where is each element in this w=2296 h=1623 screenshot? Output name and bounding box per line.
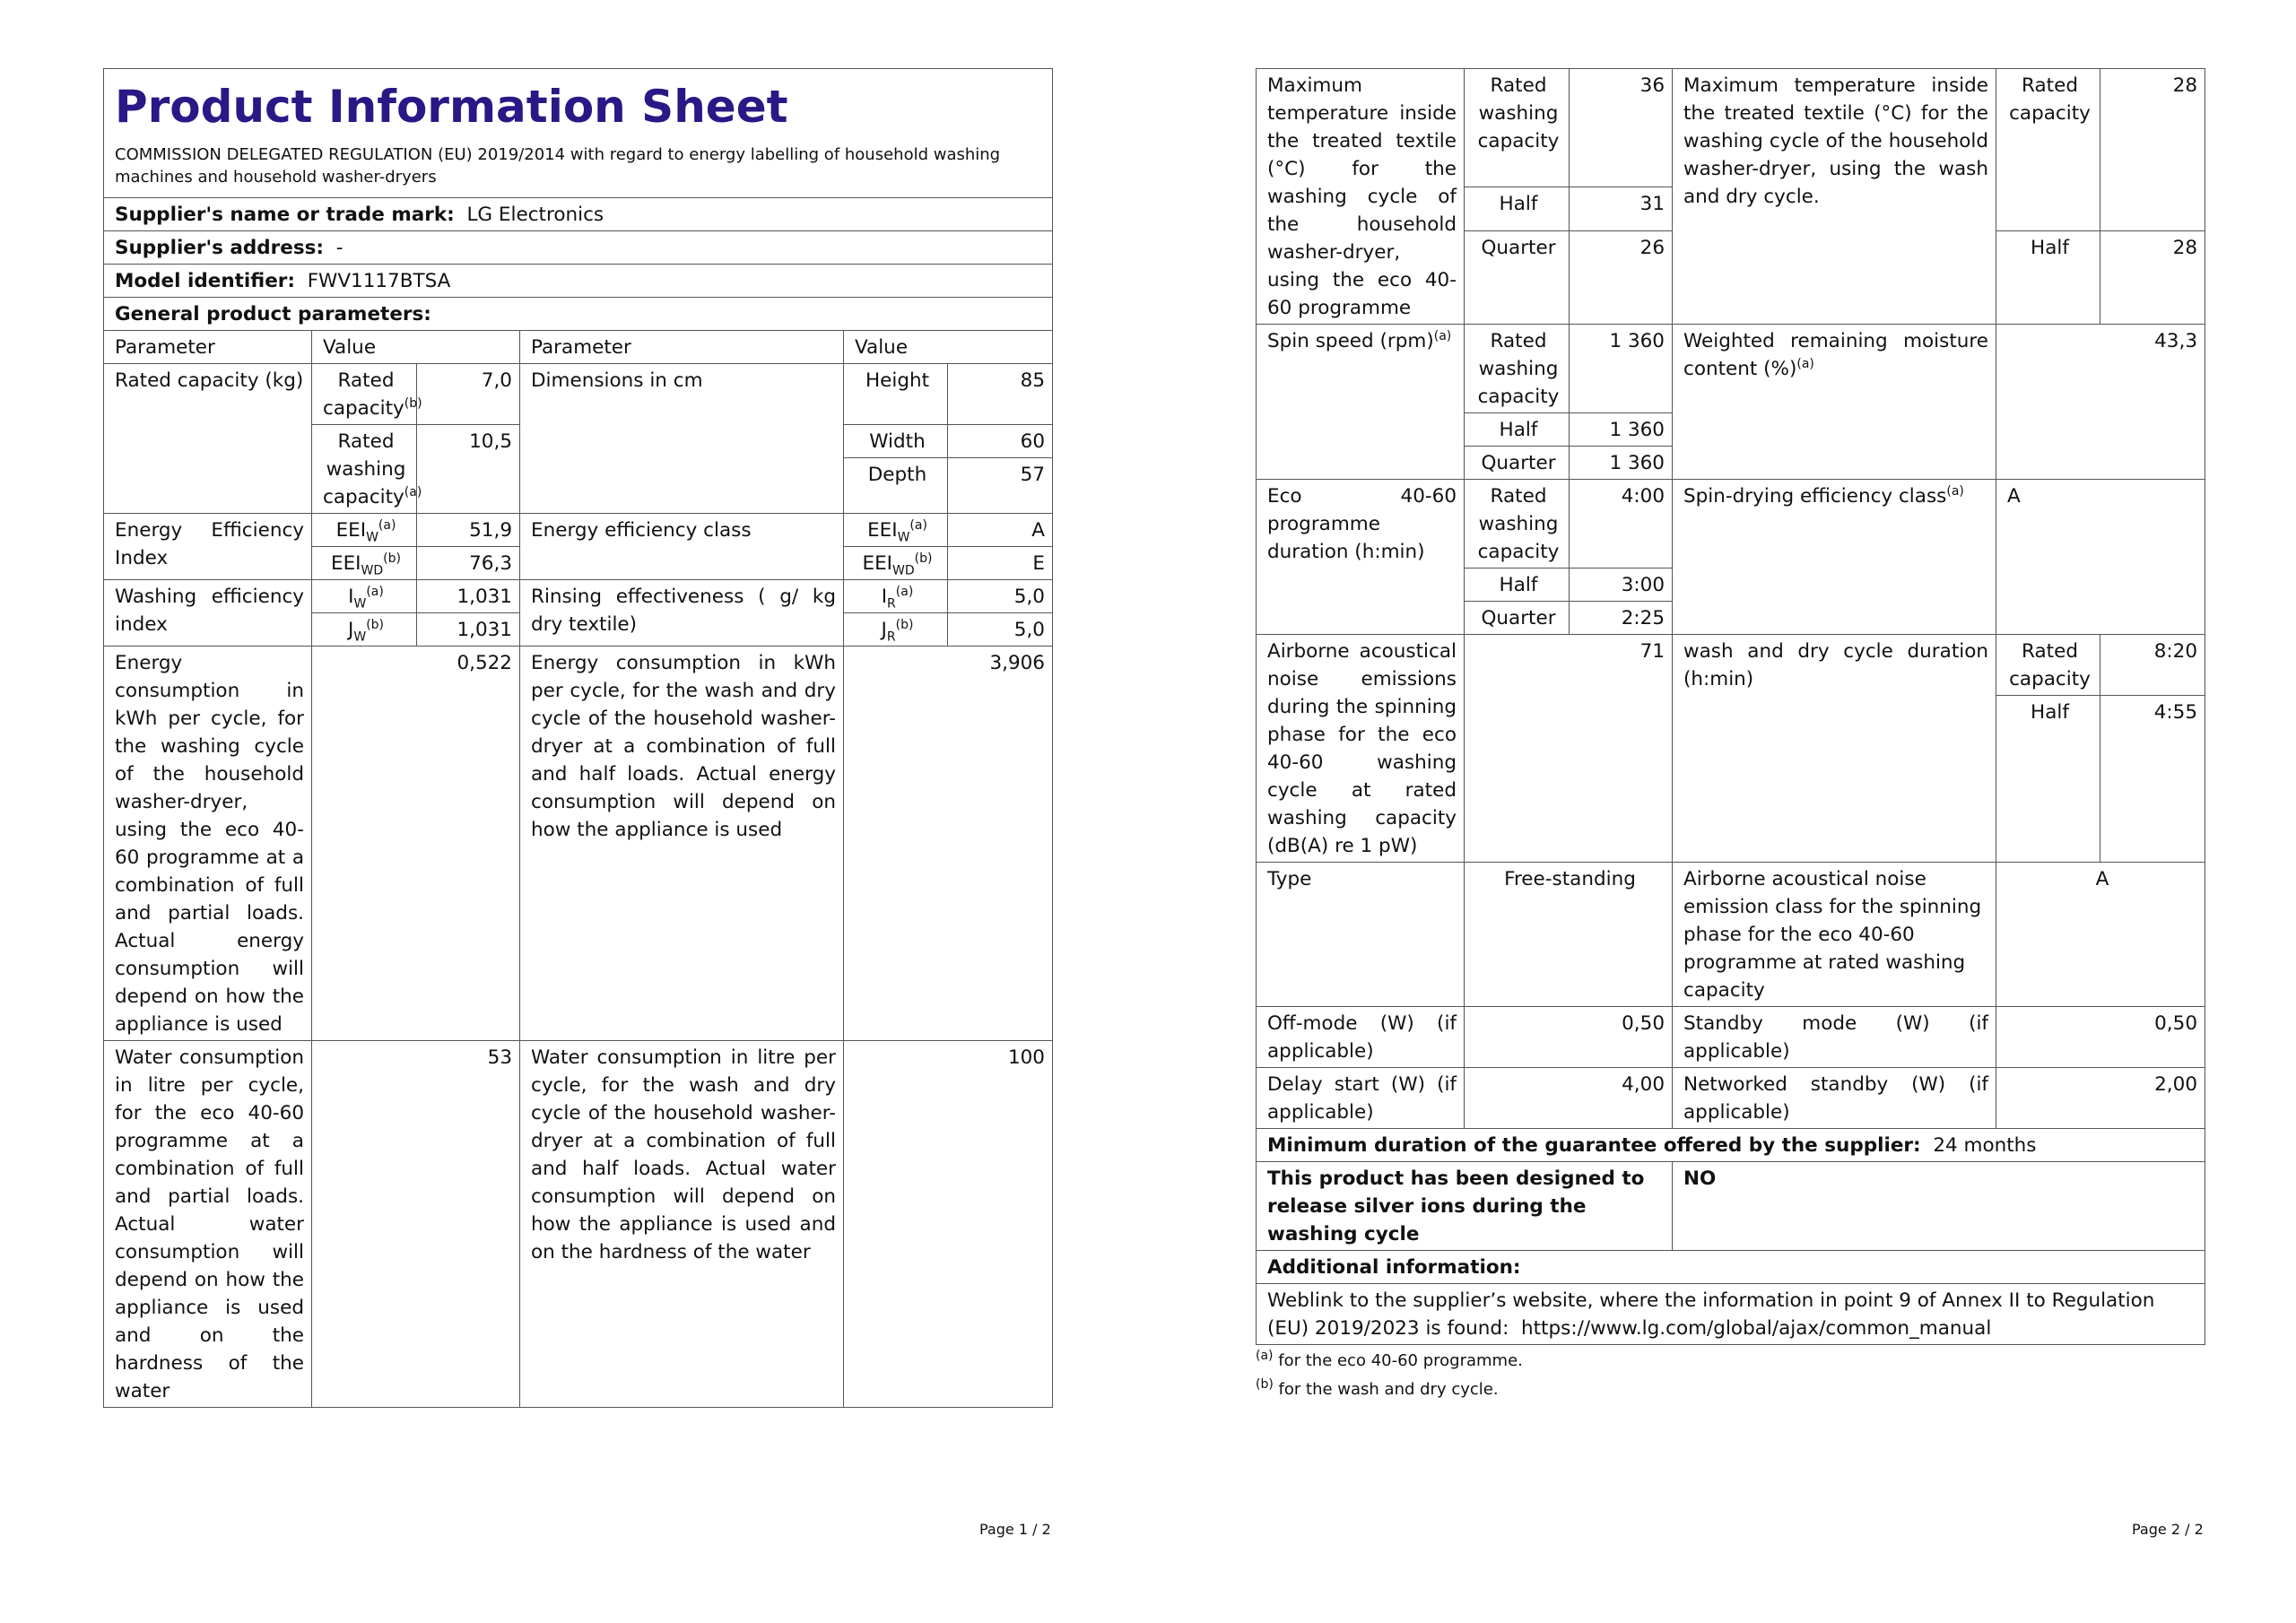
eei-wd-label: $EEI_{WD}^{(b)}$ (312, 547, 417, 580)
guarantee-label: Minimum duration of the guarantee offered by the supplier: (1267, 1134, 1921, 1157)
delay-value: 4,00 (1465, 1068, 1673, 1129)
max-temp-rated-value: 36 (1570, 69, 1673, 187)
water-cons-wash-value: 53 (312, 1041, 520, 1408)
moisture-label: Weighted remaining moisture content (%)$^{(a)}$ (1673, 325, 1996, 480)
max-temp-wd-half-value: 28 (2100, 231, 2205, 325)
depth-value: 57 (948, 458, 1053, 514)
wd-duration-half-value: 4:55 (2100, 696, 2205, 863)
noise-label: Airborne acoustical noise emissions during the spinning phase for the eco 40-60 washing cycle at rated washing capacity (dB(A) re 1 pW) (1257, 635, 1465, 863)
standby-label: Standby mode (W) (if applicable) (1673, 1007, 1996, 1068)
networked-value: 2,00 (1996, 1068, 2205, 1129)
supplier-address-row (104, 231, 1053, 265)
product-info-table-2 (1256, 68, 2205, 1345)
duration-rated-value: 4:00 (1570, 480, 1673, 568)
duration-half-value: 3:00 (1570, 568, 1673, 602)
spin-class-label: Spin-drying efficiency class$^{(a)}$ (1673, 480, 1996, 635)
water-cons-wd-label: Water consumption in litre per cycle, for the wash and dry cycle of the household washer-dryer at a combination of full and half loads. Actual water consumption will depend on how the appliance is used and on the hardness of the water (520, 1041, 844, 1408)
duration-quarter-value: 2:25 (1570, 602, 1673, 635)
spin-rated-label: Rated washing capacity (1465, 325, 1570, 413)
energy-cons-wash-value: 0,522 (312, 647, 520, 1041)
page-1 (103, 68, 1053, 1408)
duration-quarter-label: Quarter (1465, 602, 1570, 635)
water-cons-wd-value: 100 (844, 1041, 1053, 1408)
max-temp-wd-half-label: Half (1996, 231, 2100, 325)
rated-capacity-value: 7,0 (417, 364, 520, 425)
supplier-address-label: Supplier's address: (115, 237, 325, 259)
spin-quarter-label: Quarter (1465, 447, 1570, 480)
jr-value: 5,0 (948, 613, 1053, 647)
max-temp-half-value: 31 (1570, 187, 1673, 230)
moisture-value: 43,3 (1996, 325, 2205, 480)
silver-label: This product has been designed to release silver ions during the washing cycle (1257, 1162, 1673, 1251)
height-value: 85 (948, 364, 1053, 425)
max-temp-wd-label: Maximum temperature inside the treated textile (°C) for the washing cycle of the household washer-dryer, using the wash and dry cycle. (1673, 69, 1996, 325)
dimensions-label: Dimensions in cm (520, 364, 844, 514)
noise-class-label: Airborne acoustical noise emission class for the spinning phase for the eco 40-60 programme at rated washing capacity (1673, 863, 1996, 1007)
supplier-name-label: Supplier's name or trade mark: (115, 204, 455, 226)
spin-quarter-value: 1 360 (1570, 447, 1673, 480)
rinsing-label: Rinsing effectiveness ( g/ kg dry textile) (520, 580, 844, 647)
footnote-a: $^{(a)}$ for the eco 40-60 programme. (1256, 1349, 1523, 1370)
noise-value: 71 (1465, 635, 1673, 863)
washing-eff-label: Washing efficiency index (104, 580, 312, 647)
page-number-1: Page 1 / 2 (979, 1521, 1051, 1538)
spin-rated-value: 1 360 (1570, 325, 1673, 413)
water-cons-wash-label: Water consumption in litre per cycle, for the eco 40-60 programme at a combination of full and partial loads. Actual water consumption will depend on how the appliance is used and on the hardness of the water (104, 1041, 312, 1408)
spin-label: Spin speed (rpm)$^{(a)}$ (1257, 325, 1465, 480)
width-value: 60 (948, 425, 1053, 458)
model-value: FWV1117BTSA (307, 270, 451, 292)
max-temp-wd-rated-value: 28 (2100, 69, 2205, 231)
max-temp-quarter-label: Quarter (1465, 231, 1570, 325)
max-temp-wd-rated-label: Rated capacity (1996, 69, 2100, 231)
ee-class-wd-label: $EEI_{WD}^{(b)}$ (844, 547, 948, 580)
max-temp-rated-label: Rated washing capacity (1465, 69, 1570, 187)
ir-label: $I_R^{(a)}$ (844, 580, 948, 613)
jw-label: $J_W^{(b)}$ (312, 613, 417, 647)
additional-label: Additional information: (1257, 1251, 2205, 1284)
eei-w-value: 51,9 (417, 514, 520, 547)
weblink-text: Weblink to the supplier’s website, where the information in point 9 of Annex II to Regulation (EU) 2019/2023 is found: (1267, 1289, 2155, 1340)
duration-rated-label: Rated washing capacity (1465, 480, 1570, 568)
iw-value: 1,031 (417, 580, 520, 613)
silver-value: NO (1673, 1162, 2205, 1251)
energy-cons-wd-value: 3,906 (844, 647, 1053, 1041)
energy-cons-wd-label: Energy consumption in kWh per cycle, for the wash and dry cycle of the household washer-dryer at a combination of full and half loads. Actual energy consumption will depend on how the appliance is used (520, 647, 844, 1041)
rated-washing-capacity-sublabel: Rated washing capacity$^{(a)}$ (312, 425, 417, 514)
supplier-name-value: LG Electronics (466, 204, 604, 226)
jr-label: $J_R^{(b)}$ (844, 613, 948, 647)
energy-cons-wash-label: Energy consumption in kWh per cycle, for the washing cycle of the household washer-dryer, using the eco 40-60 programme at a combination of full and partial loads. Actual energy consumption will depend on how the appliance is used (104, 647, 312, 1041)
rated-capacity-label: Rated capacity (kg) (104, 364, 312, 514)
ee-class-w-value: A (948, 514, 1053, 547)
height-label: Height (844, 364, 948, 425)
max-temp-half-label: Half (1465, 187, 1570, 230)
general-params-label: General product parameters: (104, 298, 1053, 331)
spin-half-label: Half (1465, 413, 1570, 447)
offmode-value: 0,50 (1465, 1007, 1673, 1068)
supplier-address-value: - (335, 237, 344, 259)
rated-washing-capacity-value: 10,5 (417, 425, 520, 514)
col-header-parameter-2: Parameter (520, 331, 844, 364)
iw-label: $I_W^{(a)}$ (312, 580, 417, 613)
page-2 (1256, 68, 2205, 1404)
spin-class-value: A (1996, 480, 2205, 635)
wd-duration-rated-label: Rated capacity (1996, 635, 2100, 696)
max-temp-quarter-value: 26 (1570, 231, 1673, 325)
depth-label: Depth (844, 458, 948, 514)
eei-w-label: $EEI_W^{(a)}$ (312, 514, 417, 547)
col-header-value-2: Value (844, 331, 1053, 364)
wd-duration-half-label: Half (1996, 696, 2100, 863)
offmode-label: Off-mode (W) (if applicable) (1257, 1007, 1465, 1068)
eei-wd-value: 76,3 (417, 547, 520, 580)
wd-duration-label: wash and dry cycle duration (h:min) (1673, 635, 1996, 863)
guarantee-value: 24 months (1933, 1134, 2037, 1157)
page-number-2: Page 2 / 2 (2132, 1521, 2204, 1538)
duration-half-label: Half (1465, 568, 1570, 602)
width-label: Width (844, 425, 948, 458)
ee-class-wd-value: E (948, 547, 1053, 580)
type-value: Free-standing (1465, 863, 1673, 1007)
col-header-value: Value (312, 331, 520, 364)
rated-capacity-sublabel: Rated capacity$^{(b)}$ (312, 364, 417, 425)
wd-duration-rated-value: 8:20 (2100, 635, 2205, 696)
noise-class-value: A (1996, 863, 2205, 1007)
regulation-text: COMMISSION DELEGATED REGULATION (EU) 2019/2014 with regard to energy labelling of household washing machines and household washer-dryers (115, 145, 1001, 187)
jw-value: 1,031 (417, 613, 520, 647)
model-row (104, 265, 1053, 298)
supplier-name-row (104, 198, 1053, 231)
type-label: Type (1257, 863, 1465, 1007)
delay-label: Delay start (W) (if applicable) (1257, 1068, 1465, 1129)
col-header-parameter: Parameter (104, 331, 312, 364)
duration-label: Eco 40-60 programme duration (h:min) (1257, 480, 1465, 635)
ir-value: 5,0 (948, 580, 1053, 613)
networked-label: Networked standby (W) (if applicable) (1673, 1068, 1996, 1129)
header-cell (104, 69, 1053, 198)
guarantee-row (1257, 1129, 2205, 1162)
weblink-url[interactable]: https://www.lg.com/global/ajax/common_manual (1521, 1317, 1992, 1340)
model-label: Model identifier: (115, 270, 296, 292)
product-info-table-1 (103, 68, 1053, 1408)
footnote-b: $^{(b)}$ for the wash and dry cycle. (1256, 1377, 1499, 1399)
spin-half-value: 1 360 (1570, 413, 1673, 447)
ee-class-label: Energy efficiency class (520, 514, 844, 580)
weblink-row (1257, 1284, 2205, 1345)
standby-value: 0,50 (1996, 1007, 2205, 1068)
page-title: Product Information Sheet (115, 81, 788, 133)
max-temp-wash-label: Maximum temperature inside the treated textile (°C) for the washing cycle of the household washer-dryer, using the eco 40-60 programme (1257, 69, 1465, 325)
ee-class-w-label: $EEI_W^{(a)}$ (844, 514, 948, 547)
eei-label: Energy Efficiency Index (104, 514, 312, 580)
